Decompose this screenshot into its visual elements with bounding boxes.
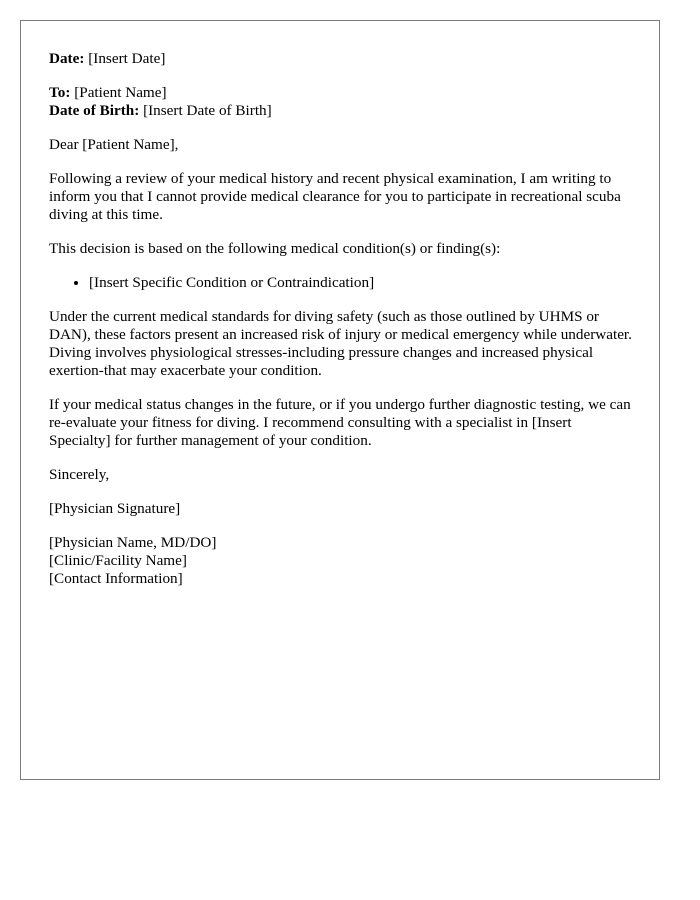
date-line — [49, 50, 634, 68]
recipient-block — [49, 84, 634, 120]
paragraph-conditions-lead: This decision is based on the following medical condition(s) or finding(s): — [49, 240, 501, 257]
facility-name: [Clinic/Facility Name] — [49, 552, 187, 569]
letter-body — [49, 50, 634, 604]
signature: [Physician Signature] — [49, 500, 181, 517]
conditions-list — [49, 274, 634, 292]
paragraph-intro: Following a review of your medical history and recent physical examination, I am writing to inform you that I cannot provide medical clearance for you to participate in recreational scuba diving at this time. — [49, 170, 621, 223]
paragraph-reevaluation: If your medical status changes in the future, or if you undergo further diagnostic testing, we can re-evaluate your fitness for diving. I recommend consulting with a specialist in [Insert Specialty] for further management of your condition. — [49, 396, 631, 449]
letter-page — [20, 20, 660, 780]
dob-value: [Insert Date of Birth] — [143, 102, 272, 119]
dob-label: Date of Birth: — [49, 102, 140, 119]
paragraph-standards: Under the current medical standards for diving safety (such as those outlined by UHMS or DAN), these factors present an increased risk of injury or medical emergency while underwater. Diving involves physiological stresses-including pressure changes and increased physical exertion-that may exacerbate your condition. — [49, 308, 632, 379]
to-line — [49, 84, 634, 102]
salutation: Dear [Patient Name], — [49, 136, 179, 153]
closing: Sincerely, — [49, 466, 110, 483]
date-value: [Insert Date] — [88, 50, 166, 67]
physician-name: [Physician Name, MD/DO] — [49, 534, 217, 551]
dob-line — [49, 102, 634, 120]
date-label: Date: — [49, 50, 85, 67]
physician-block — [49, 534, 634, 588]
condition-item: • [Insert Specific Condition or Contraindication] — [89, 274, 634, 292]
contact-info: [Contact Information] — [49, 570, 183, 587]
to-label: To: — [49, 84, 71, 101]
to-value: [Patient Name] — [74, 84, 167, 101]
